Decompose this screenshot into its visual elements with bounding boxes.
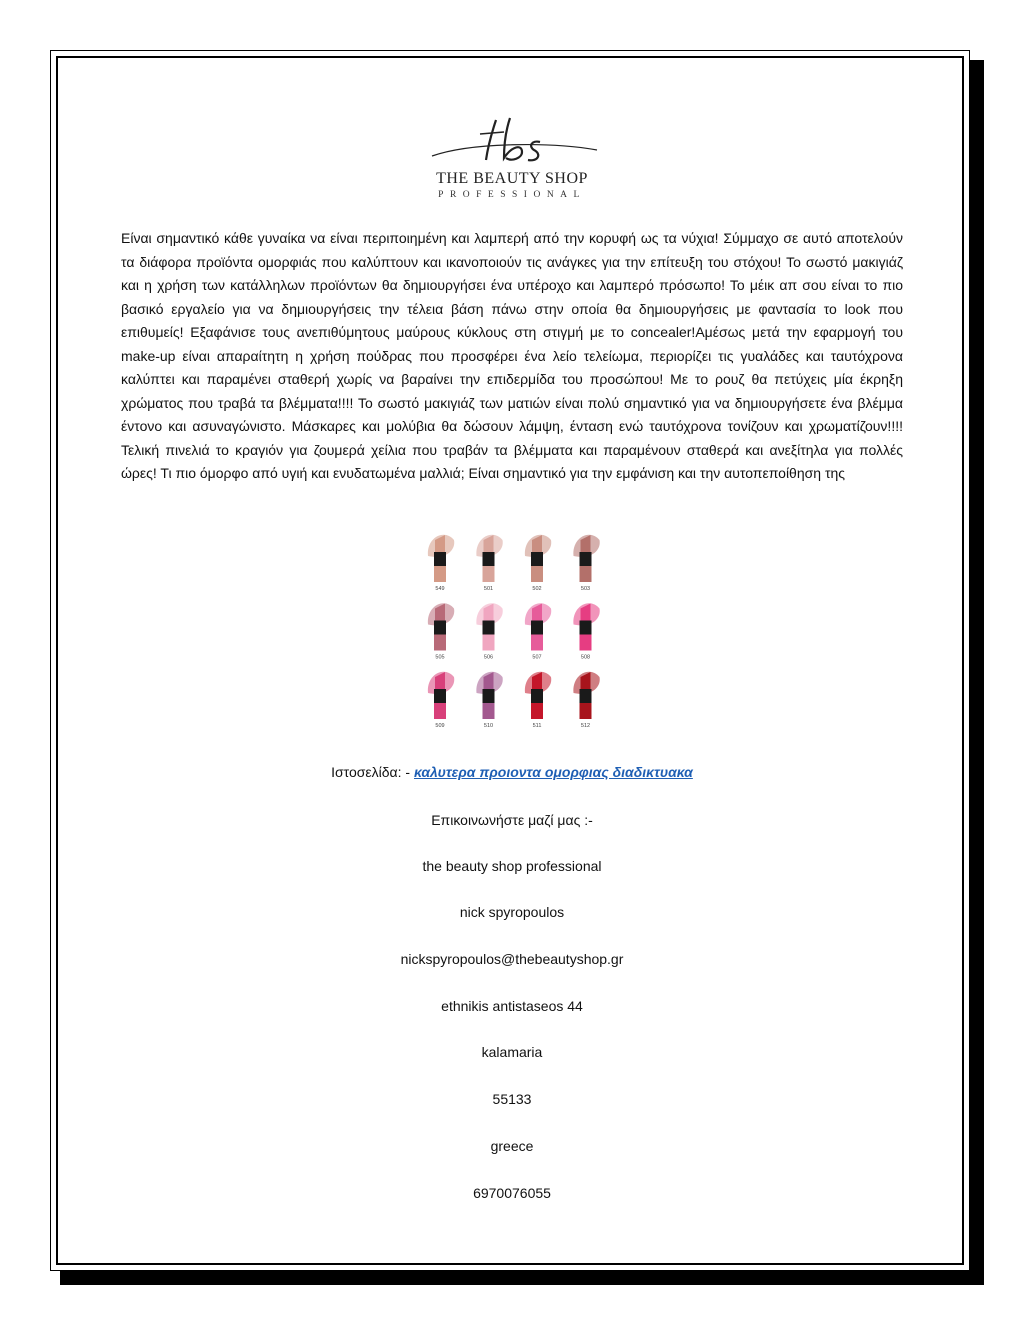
contact-phone: 6970076055 (473, 1185, 551, 1201)
lipstick-base (483, 566, 495, 582)
lipstick-base (434, 703, 446, 719)
logo-tagline: PROFESSIONAL (438, 190, 586, 200)
lipstick-swatch (476, 672, 502, 729)
lipstick-tube (531, 621, 543, 635)
lipstick-base (580, 566, 592, 582)
lipstick-swatch (476, 603, 502, 660)
lipstick-code: 503 (580, 586, 591, 592)
lipstick-base (483, 703, 495, 719)
lipstick-base (434, 566, 446, 582)
lipstick-code: 502 (532, 586, 542, 592)
lipstick-base (580, 635, 592, 651)
lipstick-code: 549 (435, 586, 445, 592)
lipstick-swatch (428, 535, 454, 592)
logo-name: THE BEAUTY SHOP (436, 170, 588, 187)
website-line (121, 764, 903, 780)
lipstick-code: 505 (435, 654, 445, 661)
lipstick-tube (434, 689, 446, 703)
lipstick-swatch (573, 672, 599, 729)
lipstick-swatch (428, 603, 454, 660)
contact-street: ethnikis antistaseos 44 (441, 998, 583, 1014)
contact-postcode: 55133 (492, 1091, 532, 1107)
lipstick-swatch (573, 535, 599, 592)
lipstick-tube (434, 552, 446, 566)
intro-paragraph: Είναι σημαντικό κάθε γυναίκα να είναι περιποιημένη και λαμπερή από την κορυφή ως τα νύχια! Σύμμαχο σε αυτό αποτελούν τα διάφορα προϊόντα ομορφιάς που καλύπτουν και ικανοποιούν τις ανάγκες για την επίτευξη του στόχου! Το σωστό μακιγιάζ και η χρήση των κατάλληλων προϊόντων θα δημιουργήσει ένα υπέροχο και λαμπερό πρόσωπο! Το μέικ απ σου είναι το πιο βασικό εργαλείο για να δημιουργήσεις την τέλεια βάση πάνω στην οποία θα δημιουργήσεις με φαντασία το look που επιθυμείς! Εξαφάνισε τους ανεπιθύμητους μαύρους κύκλους στη στιγμή με το concealer!Αμέσως μετά την εφαρμογή του make-up είναι απαραίτητη η χρήση πούδρας που προσφέρει ένα λείο τελείωμα, περιορίζει τις γυαλάδες και ταυτόχρονα καλύπτει και παραμένει σταθερή χωρίς να βαραίνει την επιδερμίδα του προσώπου! Με το ρουζ θα πετύχεις μία έκρηξη χρώματος που τραβά τα βλέμματα!!!! Το σωστό μακιγιάζ των ματιών είναι πολύ σημαντικό για να δημιουργήσετε ένα βλέμμα έντονο και ασυναγώνιστο. Μάσκαρες και μολύβια θα δώσουν λάμψη, ένταση ενώ ταυτόχρονα τονίζουν και χρωματίζουν!!!! Τελική πινελιά το κραγιόν για ζουμερά χείλια που τραβάν τα βλέμματα και παραμένουν σταθερά και ανεξίτηλα για πολλές ώρες! Τι πιο όμορφο από υγιή και ενυδατωμένα μαλλιά; Είναι σημαντικό για την εμφάνιση και την αυτοπεποίθηση της (121, 230, 903, 481)
contact-heading: Επικοινωνήστε μαζί μας :- (431, 812, 593, 828)
contact-country: greece (490, 1138, 534, 1154)
lipstick-tube (531, 689, 543, 703)
lipstick-swatch (525, 535, 551, 592)
lipstick-code: 509 (435, 723, 445, 729)
lipstick-tube (580, 689, 592, 703)
contact-area: kalamaria (481, 1044, 543, 1060)
lipstick-base (531, 703, 543, 719)
lipstick-swatch (428, 672, 454, 729)
lipstick-swatch (476, 535, 502, 592)
lipstick-code: 512 (580, 723, 591, 729)
lipstick-base (483, 635, 495, 651)
contact-company: the beauty shop professional (422, 858, 602, 874)
lipstick-tube (483, 552, 495, 566)
lipstick-code: 506 (483, 654, 494, 661)
lipstick-tube (580, 552, 592, 566)
lipstick-swatch (525, 672, 551, 729)
lipstick-tube (483, 689, 495, 703)
contact-person: nick spyropoulos (459, 904, 565, 920)
lipstick-swatch (525, 603, 551, 660)
lipstick-base (580, 703, 592, 719)
lipstick-base (531, 566, 543, 582)
lipstick-code: 501 (483, 586, 494, 592)
lipstick-tube (434, 621, 446, 635)
lipstick-base (531, 635, 543, 651)
lipstick-code: 508 (580, 654, 591, 661)
website-label: Ιστοσελίδα: - (331, 764, 414, 780)
lipstick-swatch-grid (416, 528, 610, 734)
website-link[interactable]: καλυτερα προιοντα ομορφιας διαδικτυακα (413, 764, 693, 780)
lipstick-tube (580, 621, 592, 635)
lipstick-code: 511 (532, 723, 542, 729)
brand-logo (412, 112, 612, 208)
lipstick-code: 510 (483, 723, 494, 729)
tbs-monogram-icon (412, 112, 612, 170)
contact-email[interactable]: nickspyropoulos@thebeautyshop.gr (400, 951, 624, 967)
lipstick-base (434, 635, 446, 651)
lipstick-code: 507 (532, 654, 542, 661)
lipstick-swatch (573, 603, 599, 660)
lipstick-tube (531, 552, 543, 566)
lipstick-tube (483, 621, 495, 635)
